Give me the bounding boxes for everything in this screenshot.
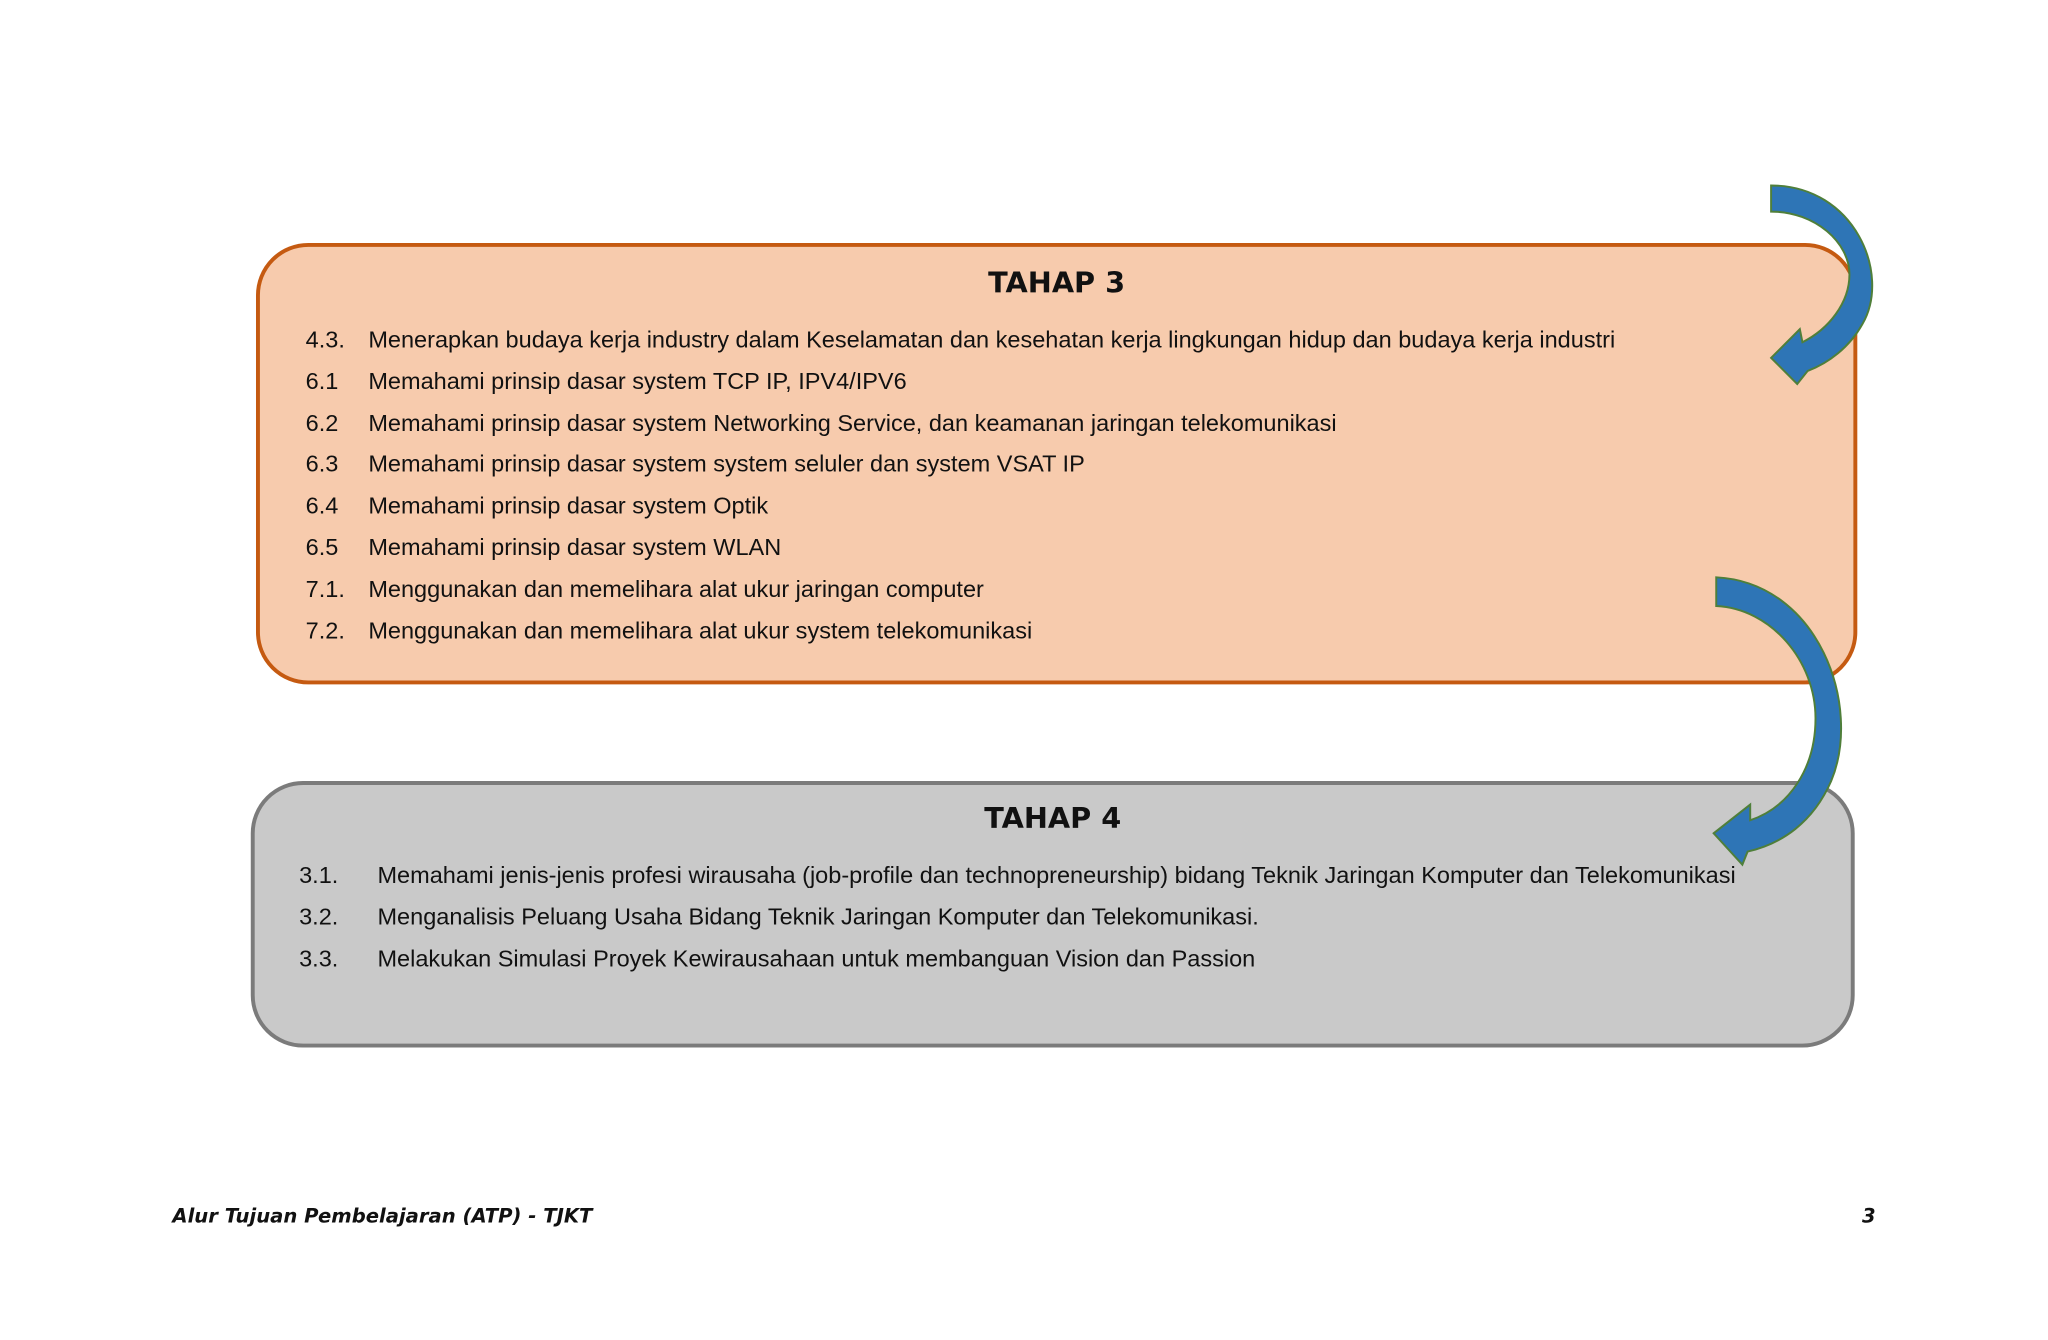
footer-page-number: 3 bbox=[1861, 1204, 1876, 1228]
item-text: Memahami prinsip dasar system TCP IP, IPV4/IPV6 bbox=[368, 368, 907, 395]
item-number: 6.2 bbox=[305, 409, 339, 436]
item-text: Menganalisis Peluang Usaha Bidang Teknik Jaringan Komputer dan Telekomunikasi. bbox=[377, 903, 1259, 930]
item-text: Memahami prinsip dasar system Optik bbox=[368, 492, 769, 519]
tahap-4-title: TAHAP 4 bbox=[984, 803, 1122, 836]
item-text: Memahami prinsip dasar system WLAN bbox=[368, 534, 782, 561]
item-text: Memahami jenis-jenis profesi wirausaha (job-profile dan technopreneurship) bidang Teknik Jaringan Komputer dan Telekomunikasi bbox=[377, 862, 1736, 889]
item-number: 7.2. bbox=[305, 617, 345, 644]
item-number: 6.4 bbox=[305, 492, 339, 519]
item-number: 3.2. bbox=[299, 903, 339, 930]
item-number: 3.3. bbox=[299, 945, 339, 972]
item-number: 6.1 bbox=[305, 368, 339, 395]
item-text: Menerapkan budaya kerja industry dalam Keselamatan dan kesehatan kerja lingkungan hidup dan budaya kerja industri bbox=[368, 326, 1616, 353]
item-text: Memahami prinsip dasar system Networking Service, dan keamanan jaringan telekomunikasi bbox=[368, 409, 1337, 436]
item-number: 7.1. bbox=[305, 575, 345, 602]
item-text: Memahami prinsip dasar system system seluler dan system VSAT IP bbox=[368, 451, 1085, 478]
item-text: Melakukan Simulasi Proyek Kewirausahaan untuk membanguan Vision dan Passion bbox=[377, 945, 1256, 972]
tahap-3-title: TAHAP 3 bbox=[988, 267, 1126, 301]
item-text: Menggunakan dan memelihara alat ukur system telekomunikasi bbox=[368, 617, 1033, 644]
item-number: 3.1. bbox=[299, 862, 339, 889]
item-number: 6.5 bbox=[305, 534, 339, 561]
item-number: 4.3. bbox=[305, 326, 345, 353]
item-text: Menggunakan dan memelihara alat ukur jaringan computer bbox=[368, 575, 984, 602]
footer-document-title: Alur Tujuan Pembelajaran (ATP) - TJKT bbox=[172, 1204, 593, 1228]
item-number: 6.3 bbox=[305, 451, 339, 478]
